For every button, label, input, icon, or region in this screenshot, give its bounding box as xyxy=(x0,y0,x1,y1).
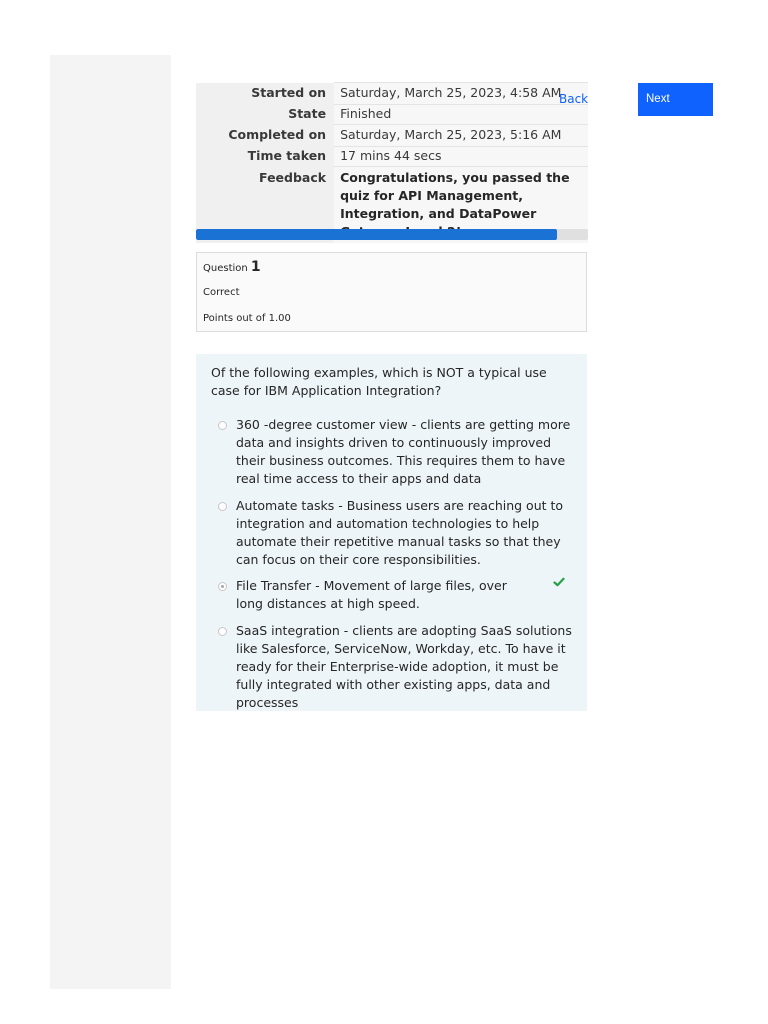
progress-fill xyxy=(196,229,557,240)
progress-bar xyxy=(196,229,588,240)
attempt-summary-table xyxy=(196,82,588,243)
feedback-text: Congratulations, you passed the quiz for API Management, Integration, and DataPower xyxy=(334,167,588,244)
answer-text: SaaS integration - clients are adopting SaaS solutions like Salesforce, ServiceNow, Workday, etc. To have it ready for their Enterprise-wide adoption, it must be fully integrated with other existing apps, data and processes xyxy=(236,623,572,710)
answer-radio[interactable] xyxy=(218,627,227,636)
summary-value: Finished xyxy=(334,105,588,125)
summary-value: 17 mins 44 secs xyxy=(334,147,588,167)
summary-row-state xyxy=(196,105,588,125)
left-sidebar xyxy=(50,55,171,989)
summary-value: Saturday, March 25, 2023, 4:58 AM xyxy=(334,83,588,105)
answer-text: Automate tasks - Business users are reaching out to integration and automation technologies to help automate their repetitive manual tasks so that they can focus on their core responsibilities. xyxy=(236,498,564,567)
next-button[interactable]: Next xyxy=(638,83,713,116)
question-grade: Points out of 1.00 xyxy=(203,313,291,324)
question-info-box xyxy=(196,252,587,332)
question-state: Correct xyxy=(203,287,240,298)
check-icon xyxy=(553,576,565,588)
summary-row-started xyxy=(196,83,588,105)
answer-radio[interactable] xyxy=(218,502,227,511)
summary-label: Completed on xyxy=(196,125,334,147)
answer-radio-selected[interactable] xyxy=(218,582,227,591)
question-text: Of the following examples, which is NOT a typical use case for IBM Application Integration? xyxy=(211,365,547,398)
question-content xyxy=(196,354,587,711)
summary-value: Saturday, March 25, 2023, 5:16 AM xyxy=(334,125,588,147)
question-number-value: 1 xyxy=(250,259,261,275)
answer-text: 360 -degree customer view - clients are getting more data and insights driven to continuously improved their business outcomes. This requires them to have real time access to their apps and data xyxy=(236,417,571,486)
summary-label: Feedback xyxy=(196,167,334,244)
question-number-label: Question xyxy=(203,263,248,274)
summary-row-completed xyxy=(196,125,588,147)
summary-label: State xyxy=(196,105,334,125)
summary-row-time-taken xyxy=(196,147,588,167)
back-link[interactable]: Back xyxy=(559,92,589,106)
answer-text: File Transfer - Movement of large files, over long distances at high speed. xyxy=(236,578,507,611)
question-number xyxy=(203,259,261,275)
answer-radio[interactable] xyxy=(218,421,227,430)
summary-label: Started on xyxy=(196,83,334,105)
summary-label: Time taken xyxy=(196,147,334,167)
